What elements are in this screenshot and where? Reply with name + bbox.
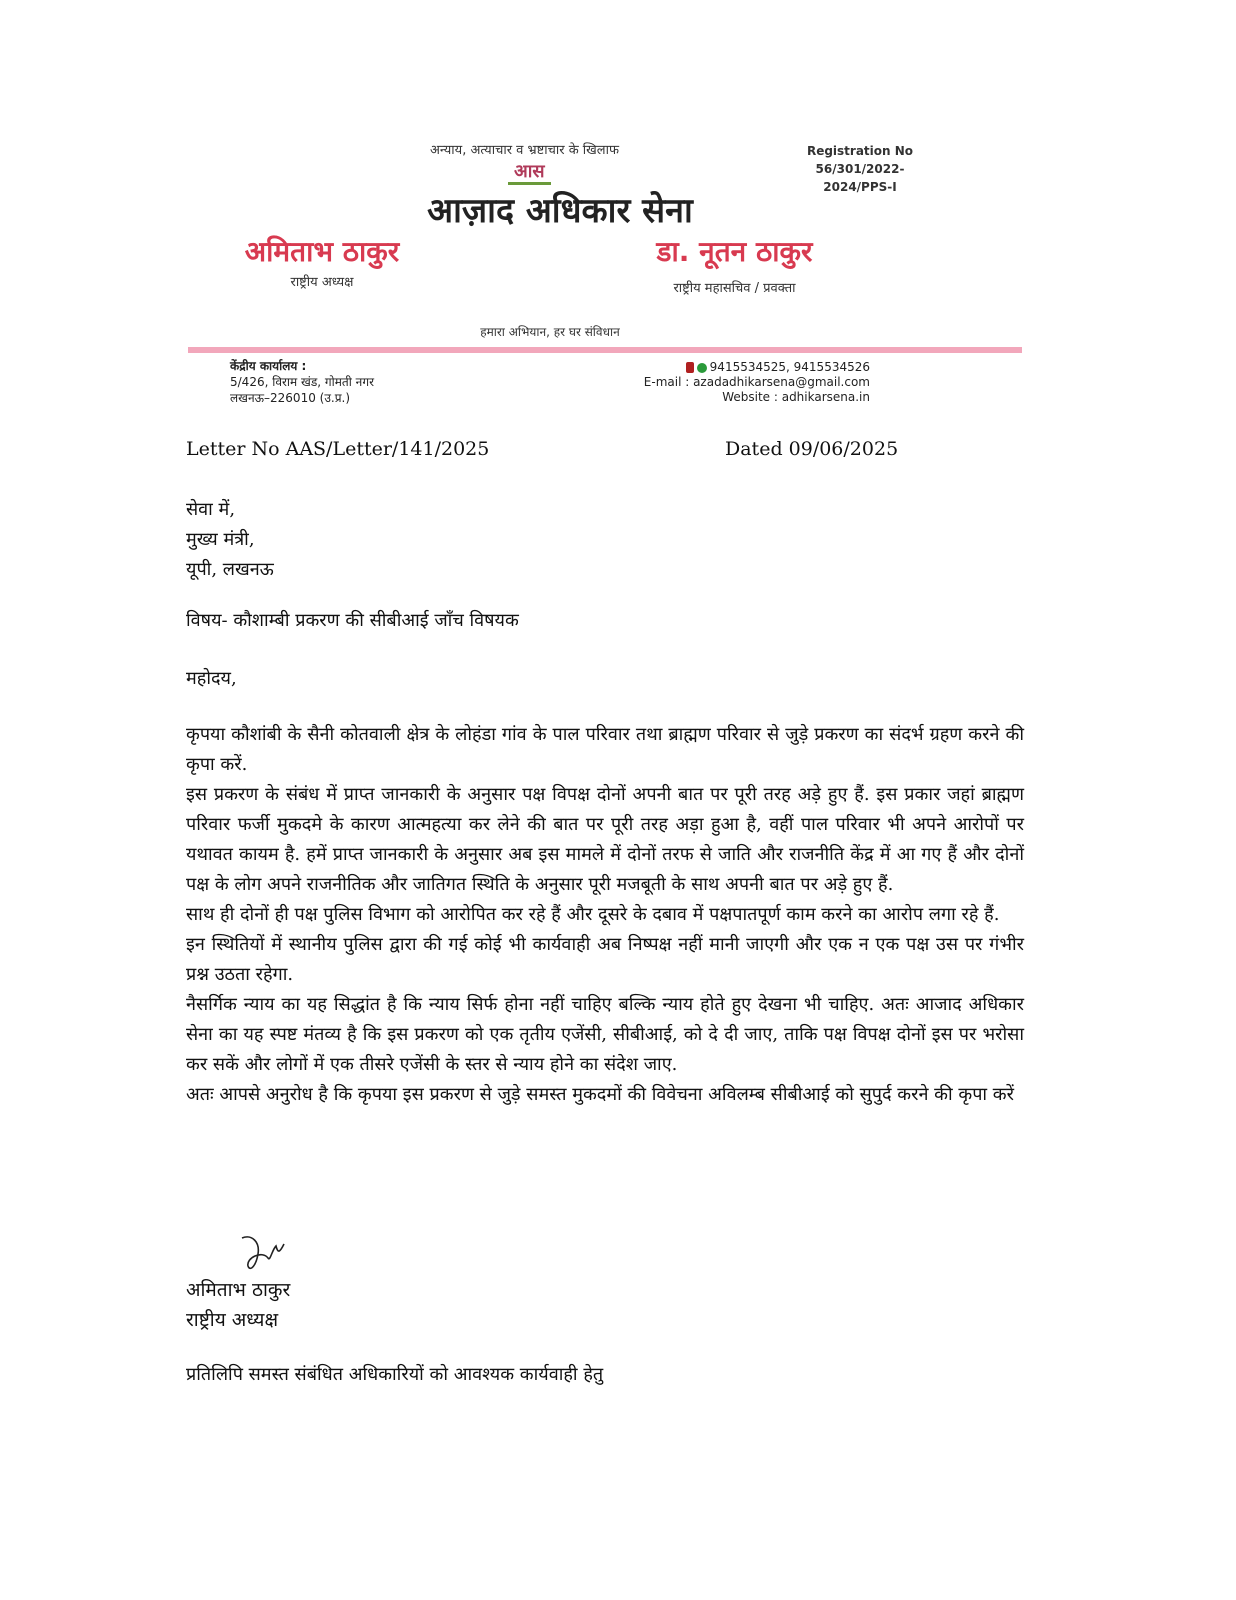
letterhead-tagline: अन्याय, अत्याचार व भ्रष्टाचार के खिलाफ (430, 143, 620, 158)
body-paragraph: नैसर्गिक न्याय का यह सिद्धांत है कि न्याय सिर्फ होना नहीं चाहिए बल्कि न्याय होते हुए देखना भी चाहिए. अतः आजाद अधिकार सेना का यह स्पष्ट मंतव्य है कि इस प्रकरण को एक तृतीय एजेंसी, सीबीआई, को दे दी जाए, ताकि पक्ष विपक्ष दोनों इस पर भरोसा कर सकें और लोगों में एक तीसरे एजेंसी के स्तर से न्याय होने का संदेश जाए. (186, 994, 1024, 1075)
website-text: Website : adhikarsena.in (722, 390, 870, 404)
address-line-1: सेवा में, (186, 499, 236, 520)
contact-block (600, 360, 870, 405)
registration-label: Registration No (806, 144, 914, 158)
org-motto: हमारा अभियान, हर घर संविधान (480, 325, 620, 339)
letter-body (186, 720, 1024, 1110)
signatory (186, 1275, 290, 1335)
recipient-address (186, 495, 274, 585)
office-line-2: लखनऊ–226010 (उ.प्र.) (230, 391, 351, 405)
phone-numbers: 9415534525, 9415534526 (709, 360, 870, 374)
body-paragraph: कृपया कौशांबी के सैनी कोतवाली क्षेत्र के लोहंडा गांव के पाल परिवार तथा ब्राह्मण परिवार से जुड़े प्रकरण का संदर्भ ग्रहण करने की कृपा करें. (186, 724, 1024, 775)
letter-number: Letter No AAS/Letter/141/2025 (186, 438, 490, 460)
secretary-name: डा. नूतन ठाकुर (656, 235, 813, 268)
salutation: महोदय, (186, 668, 237, 689)
signatory-role: राष्ट्रीय अध्यक्ष (186, 1309, 279, 1331)
signature-mark (232, 1232, 292, 1274)
letter-subject: विषय- कौशाम्बी प्रकरण की सीबीआई जाँच विषयक (186, 610, 519, 631)
registration-number: 56/301/2022-2024/PPS-I (815, 162, 905, 194)
email-text: E-mail : azadadhikarsena@gmail.com (643, 375, 870, 389)
address-line-3: यूपी, लखनऊ (186, 559, 274, 580)
body-paragraph: साथ ही दोनों ही पक्ष पुलिस विभाग को आरोपित कर रहे हैं और दूसरे के दबाव में पक्षपातपूर्ण काम करने का आरोप लगा रहे हैं. (186, 904, 1000, 925)
whatsapp-icon (697, 363, 707, 373)
address-line-2: मुख्य मंत्री, (186, 529, 255, 550)
org-name: आज़ाद अधिकार सेना (427, 191, 693, 231)
body-paragraph: इस प्रकरण के संबंध में प्राप्त जानकारी के अनुसार पक्ष विपक्ष दोनों अपनी बात पर पूरी तरह अड़े हुए हैं. इस प्रकार जहां ब्राह्मण परिवार फर्जी मुकदमे के कारण आत्महत्या कर लेने की बात पर पूरी तरह अड़ा हुआ है, वहीं पाल परिवार भी अपने आरोपों पर यथावत कायम है. हमें प्राप्त जानकारी के अनुसार अब इस मामले में दोनों तरफ से जाति और राजनीति केंद्र में आ गए हैं और दोनों पक्ष के लोग अपने राजनीतिक और जातिगत स्थिति के अनुसार पूरी मजबूती के साथ अपनी बात पर अड़े हुए हैं. (186, 784, 1024, 895)
office-line-1: 5/426, विराम खंड, गोमती नगर (230, 375, 374, 389)
signatory-name: अमिताभ ठाकुर (186, 1279, 291, 1301)
org-logo: आस (508, 162, 551, 185)
president-name: अमिताभ ठाकुर (244, 235, 400, 268)
copy-to: प्रतिलिपि समस्त संबंधित अधिकारियों को आवश्यक कार्यवाही हेतु (186, 1364, 604, 1385)
phone-row (600, 360, 870, 375)
office-heading: केंद्रीय कार्यालय : (230, 359, 307, 373)
registration-block (790, 142, 930, 196)
phone-icon (686, 362, 694, 373)
president-role: राष्ट्रीय अध्यक्ष (290, 275, 354, 290)
body-paragraph: इन स्थितियों में स्थानीय पुलिस द्वारा की गई कोई भी कार्यवाही अब निष्पक्ष नहीं मानी जाएगी और एक न एक पक्ष उस पर गंभीर प्रश्न उठता रहेगा. (186, 934, 1024, 985)
secretary-role: राष्ट्रीय महासचिव / प्रवक्ता (673, 281, 796, 296)
body-paragraph: अतः आपसे अनुरोध है कि कृपया इस प्रकरण से जुड़े समस्त मुकदमों की विवेचना अविलम्ब सीबीआई को सुपुर्द करने की कृपा करें (186, 1084, 1014, 1105)
office-address (230, 358, 374, 406)
letter-date: Dated 09/06/2025 (725, 438, 899, 460)
letterhead-divider (188, 347, 1022, 353)
